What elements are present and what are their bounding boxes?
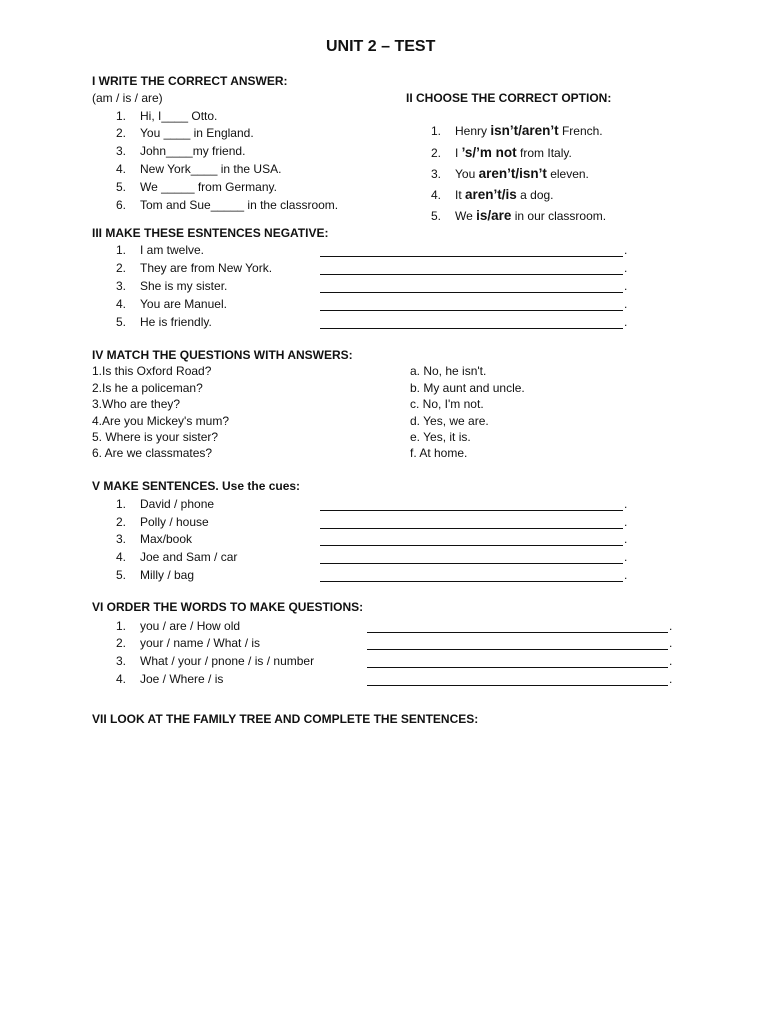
line-end-period: . bbox=[624, 297, 628, 311]
item-text: She is my sister. bbox=[140, 279, 228, 293]
item-number: 4. bbox=[116, 162, 127, 176]
option-choice: ’s/’m not bbox=[461, 145, 517, 160]
answer-line[interactable] bbox=[320, 510, 623, 511]
item-text: Max/book bbox=[140, 532, 193, 546]
answer-line[interactable] bbox=[320, 545, 623, 546]
item-text: in our classroom. bbox=[511, 209, 607, 223]
question-item: 4.Are you Mickey's mum? bbox=[92, 414, 229, 428]
item-text: Polly / house bbox=[140, 515, 209, 529]
line-end-period: . bbox=[624, 532, 628, 546]
line-end-period: . bbox=[624, 550, 628, 564]
item-number: 5. bbox=[116, 315, 127, 329]
list-item bbox=[116, 261, 272, 275]
question-item: 3.Who are they? bbox=[92, 397, 181, 411]
item-number: 2. bbox=[116, 126, 127, 140]
section-1-hint: (am / is / are) bbox=[92, 91, 163, 105]
line-end-period: . bbox=[669, 636, 673, 650]
section-5-heading: V MAKE SENTENCES. Use the cues: bbox=[92, 479, 301, 493]
list-item bbox=[116, 144, 245, 158]
option-choice: aren’t/is bbox=[465, 187, 517, 202]
answer-item: d. Yes, we are. bbox=[410, 414, 489, 428]
list-item bbox=[431, 145, 572, 160]
answer-line[interactable] bbox=[320, 292, 623, 293]
line-end-period: . bbox=[624, 279, 628, 293]
item-text: David / phone bbox=[140, 497, 215, 511]
item-number: 2. bbox=[116, 636, 127, 650]
question-item: 2.Is he a policeman? bbox=[92, 381, 203, 395]
item-text: Hi, I____ Otto. bbox=[140, 109, 218, 123]
item-text: They are from New York. bbox=[140, 261, 273, 275]
item-number: 1. bbox=[116, 497, 127, 511]
line-end-period: . bbox=[624, 315, 628, 329]
list-item bbox=[116, 672, 223, 686]
item-text: Joe / Where / is bbox=[140, 672, 224, 686]
item-number: 3. bbox=[116, 532, 127, 546]
item-text: You are Manuel. bbox=[140, 297, 227, 311]
line-end-period: . bbox=[624, 243, 628, 257]
option-choice: isn’t/aren’t bbox=[490, 123, 559, 138]
item-number: 4. bbox=[116, 672, 127, 686]
answer-line[interactable] bbox=[320, 328, 623, 329]
item-text: Milly / bag bbox=[140, 568, 195, 582]
item-text: He is friendly. bbox=[140, 315, 212, 329]
item-text: a dog. bbox=[516, 188, 554, 202]
list-item bbox=[116, 198, 338, 212]
list-item bbox=[431, 123, 603, 138]
section-4-heading: IV MATCH THE QUESTIONS WITH ANSWERS: bbox=[92, 348, 353, 362]
answer-line[interactable] bbox=[367, 649, 668, 650]
answer-line[interactable] bbox=[367, 667, 668, 668]
item-number: 2. bbox=[116, 515, 127, 529]
answer-line[interactable] bbox=[320, 256, 623, 257]
item-text: New York____ in the USA. bbox=[140, 162, 282, 176]
section-3-heading: III MAKE THESE ESNTENCES NEGATIVE: bbox=[92, 226, 329, 240]
question-item: 1.Is this Oxford Road? bbox=[92, 364, 212, 378]
list-item bbox=[116, 636, 260, 650]
item-number: 4. bbox=[431, 188, 442, 202]
answer-item: f. At home. bbox=[410, 446, 468, 460]
list-item bbox=[116, 619, 240, 633]
item-text: you / are / How old bbox=[140, 619, 241, 633]
list-item bbox=[116, 279, 227, 293]
item-number: 1. bbox=[116, 109, 127, 123]
item-text: Tom and Sue_____ in the classroom. bbox=[140, 198, 339, 212]
item-number: 4. bbox=[116, 297, 127, 311]
line-end-period: . bbox=[624, 497, 628, 511]
line-end-period: . bbox=[669, 672, 673, 686]
item-text: from Italy. bbox=[516, 146, 572, 160]
item-number: 5. bbox=[116, 180, 127, 194]
item-text: You ____ in England. bbox=[140, 126, 254, 140]
line-end-period: . bbox=[624, 568, 628, 582]
list-item bbox=[116, 109, 217, 123]
list-item bbox=[116, 550, 237, 564]
item-number: 3. bbox=[116, 279, 127, 293]
item-number: 5. bbox=[431, 209, 442, 223]
page-title: UNIT 2 – TEST bbox=[326, 38, 436, 55]
item-number: 3. bbox=[431, 167, 442, 181]
list-item bbox=[431, 208, 606, 223]
list-item bbox=[116, 315, 212, 329]
item-text: Joe and Sam / car bbox=[140, 550, 238, 564]
list-item bbox=[116, 243, 204, 257]
answer-line[interactable] bbox=[320, 528, 623, 529]
item-text: I am twelve. bbox=[140, 243, 205, 257]
list-item bbox=[116, 568, 194, 582]
item-number: 1. bbox=[431, 124, 442, 138]
line-end-period: . bbox=[669, 654, 673, 668]
list-item bbox=[116, 297, 227, 311]
section-7-heading: VII LOOK AT THE FAMILY TREE AND COMPLETE THE SENTENCES: bbox=[92, 712, 479, 726]
answer-line[interactable] bbox=[320, 310, 623, 311]
answer-item: c. No, I'm not. bbox=[410, 397, 484, 411]
list-item bbox=[116, 532, 192, 546]
item-text: your / name / What / is bbox=[140, 636, 261, 650]
answer-item: b. My aunt and uncle. bbox=[410, 381, 525, 395]
item-number: 6. bbox=[116, 198, 127, 212]
item-number: 1. bbox=[116, 619, 127, 633]
answer-line[interactable] bbox=[320, 581, 623, 582]
item-text: I bbox=[455, 146, 462, 160]
option-choice: is/are bbox=[476, 208, 512, 223]
line-end-period: . bbox=[669, 619, 673, 633]
section-2-heading: II CHOOSE THE CORRECT OPTION: bbox=[406, 91, 612, 105]
answer-item: e. Yes, it is. bbox=[410, 430, 471, 444]
answer-line[interactable] bbox=[367, 685, 668, 686]
item-number: 4. bbox=[116, 550, 127, 564]
list-item bbox=[431, 187, 554, 202]
answer-item: a. No, he isn't. bbox=[410, 364, 487, 378]
item-text: Henry bbox=[455, 124, 491, 138]
section-6-heading: VI ORDER THE WORDS TO MAKE QUESTIONS: bbox=[92, 600, 364, 614]
item-number: 2. bbox=[116, 261, 127, 275]
list-item bbox=[116, 180, 277, 194]
item-text: We bbox=[455, 209, 477, 223]
item-text: French. bbox=[558, 124, 603, 138]
answer-line[interactable] bbox=[320, 274, 623, 275]
line-end-period: . bbox=[624, 515, 628, 529]
option-choice: aren’t/isn’t bbox=[478, 166, 547, 181]
list-item bbox=[431, 166, 589, 181]
item-text: eleven. bbox=[546, 167, 589, 181]
answer-line[interactable] bbox=[320, 563, 623, 564]
line-end-period: . bbox=[624, 261, 628, 275]
item-text: It bbox=[455, 188, 466, 202]
item-number: 2. bbox=[431, 146, 442, 160]
list-item bbox=[116, 654, 314, 668]
item-text: What / your / pnone / is / number bbox=[140, 654, 315, 668]
list-item bbox=[116, 497, 214, 511]
question-item: 5. Where is your sister? bbox=[92, 430, 219, 444]
item-number: 3. bbox=[116, 654, 127, 668]
item-number: 3. bbox=[116, 144, 127, 158]
question-item: 6. Are we classmates? bbox=[92, 446, 213, 460]
list-item bbox=[116, 126, 254, 140]
section-1-heading: I WRITE THE CORRECT ANSWER: bbox=[92, 74, 288, 88]
item-number: 1. bbox=[116, 243, 127, 257]
list-item bbox=[116, 515, 209, 529]
item-number: 5. bbox=[116, 568, 127, 582]
item-text: We _____ from Germany. bbox=[140, 180, 277, 194]
item-text: John____my friend. bbox=[140, 144, 246, 158]
item-text: You bbox=[455, 167, 479, 181]
list-item bbox=[116, 162, 281, 176]
answer-line[interactable] bbox=[367, 632, 668, 633]
